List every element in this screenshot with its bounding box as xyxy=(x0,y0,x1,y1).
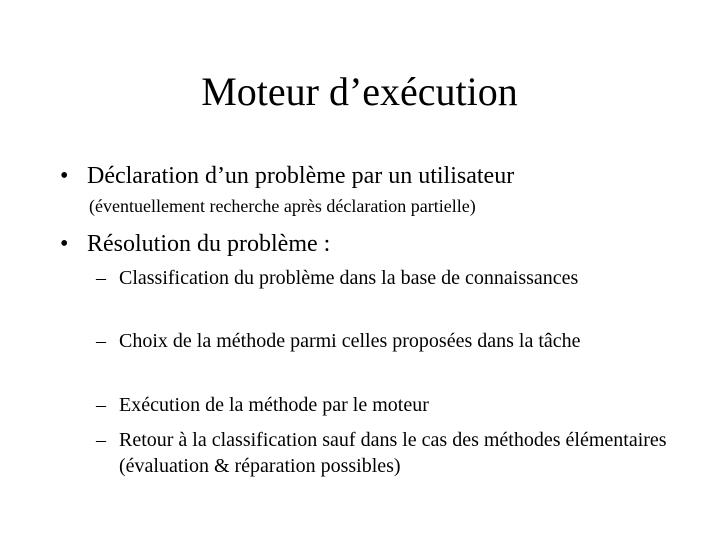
slide-title: Moteur d’exécution xyxy=(201,69,518,114)
sub-item-marker: – xyxy=(96,394,106,416)
bullet-text: Résolution du problème : xyxy=(87,231,331,257)
sub-item-text: Retour à la classification sauf dans le cas des méthodes élémentaires (évaluation & réparation possibles) xyxy=(119,429,667,477)
sub-item-marker: – xyxy=(96,267,106,289)
sub-item-marker: – xyxy=(96,330,106,352)
sub-item-text: Exécution de la méthode par le moteur xyxy=(119,394,429,416)
sub-item-text: Classification du problème dans la base de connaissances xyxy=(119,267,579,289)
bullet-marker: • xyxy=(60,163,69,189)
bullet-marker: • xyxy=(60,231,69,257)
bullet-text: Déclaration d’un problème par un utilisateur xyxy=(87,163,515,189)
bullet-note: (éventuellement recherche après déclaration partielle) xyxy=(89,196,476,216)
sub-item-marker: – xyxy=(96,429,106,451)
sub-item-text: Choix de la méthode parmi celles proposées dans la tâche xyxy=(119,330,581,352)
